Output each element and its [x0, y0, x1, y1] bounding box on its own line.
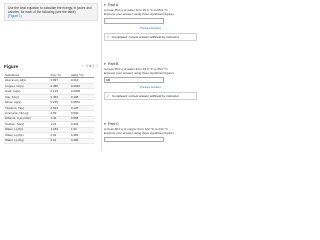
table-cell: 0.0562	[70, 100, 94, 105]
column-header: J/(g·°C)	[50, 73, 70, 78]
table-cell: Silver, Ag(s)	[4, 100, 50, 105]
intro-line-2: calories, for each of the following (see the table)	[8, 10, 76, 14]
part-b-instruction: Express your answer using three significant figures.	[104, 70, 175, 75]
table-cell: 0.452	[50, 94, 70, 99]
table-cell: 0.235	[50, 100, 70, 105]
part-c-section	[104, 122, 197, 142]
table-cell: 0.500	[70, 111, 94, 116]
column-header: cal/(g·°C)	[70, 73, 94, 78]
table-cell: Titanium, Ti(s)	[4, 105, 50, 110]
check-icon: ✓	[107, 35, 110, 40]
figure-header	[4, 64, 98, 70]
chevron-down-icon[interactable]: ▾	[104, 62, 106, 66]
part-a-section	[104, 3, 197, 41]
part-b-status-text: Completed; correct answer withheld by instructor	[112, 94, 179, 99]
table-cell: 2.46	[50, 116, 70, 121]
part-b-header[interactable]	[104, 62, 197, 67]
table-cell: Water, H₂O(l)	[4, 127, 50, 132]
prev-figure-icon[interactable]: ‹	[82, 64, 84, 68]
check-icon: ✓	[107, 94, 110, 99]
part-b-answer-field[interactable]	[104, 77, 164, 83]
table-row	[4, 138, 94, 143]
table-cell: 0.129	[50, 89, 70, 94]
part-c-answer-field[interactable]	[104, 137, 164, 142]
table-cell: 0.485	[70, 133, 94, 138]
next-figure-icon[interactable]: ›	[96, 64, 98, 68]
table-cell: Ethanol, C₂H₅OH(l)	[4, 116, 50, 121]
specific-heat-table	[4, 73, 94, 144]
part-b-question: to heat 35.0 g of water from 15.0 °C to 65.0 °C	[104, 67, 168, 71]
part-a-question: to heat 35.0 g of water from 15.0 °C to 65.0 °C	[104, 8, 168, 12]
table-cell: 0.897	[50, 78, 70, 83]
part-a-header[interactable]	[104, 3, 197, 8]
table-cell: 2.03	[50, 133, 70, 138]
figure-link[interactable]: (Figure 1)	[8, 14, 22, 18]
part-c-title: Part C	[108, 122, 119, 126]
table-cell: 0.0308	[70, 89, 94, 94]
intro-line-1: Use the heat equation to calculate the energy, in joules and	[8, 6, 92, 10]
part-b-title: Part B	[108, 62, 119, 66]
part-a-title: Part A	[108, 3, 119, 7]
table-cell: Copper, Cu(s)	[4, 83, 50, 88]
part-c-header[interactable]	[104, 122, 197, 127]
part-a-previous-answers-link[interactable]: Previous Answers	[140, 27, 161, 31]
part-a-instruction: Express your answer using three significant figures.	[104, 11, 175, 16]
table-cell: 0.214	[70, 78, 94, 83]
chevron-down-icon[interactable]: ▾	[104, 3, 106, 7]
table-cell: 0.480	[70, 138, 94, 143]
part-a-status-banner	[104, 33, 197, 41]
table-cell: Water, H₂O(g)	[4, 138, 50, 143]
table-cell: 4.184	[50, 127, 70, 132]
figure-pager	[80, 64, 98, 68]
table-cell: 2.01	[50, 138, 70, 143]
table-cell: Water, H₂O(s)	[4, 133, 50, 138]
table-cell: 1.23	[50, 122, 70, 127]
part-b-section	[104, 62, 197, 100]
part-b-status-banner	[104, 92, 197, 100]
table-cell: 0.294	[70, 122, 94, 127]
chevron-down-icon[interactable]: ▾	[104, 122, 106, 126]
table-cell: Aluminum, Al(s)	[4, 78, 50, 83]
table-cell: 0.523	[50, 105, 70, 110]
column-divider	[101, 0, 102, 151]
table-cell: 0.108	[70, 94, 94, 99]
part-a-answer-field[interactable]	[104, 18, 164, 24]
column-header: Substance	[4, 73, 50, 78]
table-cell: 2.09	[50, 111, 70, 116]
part-c-question: to heat 38.0 g of copper from 122 °C to 243 °C	[104, 127, 168, 131]
table-cell: 1.00	[70, 127, 94, 132]
table-cell: 0.125	[70, 105, 94, 110]
figure-pager-label: 1 of 1	[86, 64, 95, 68]
part-c-instruction: Express your answer using three significant figures.	[104, 130, 175, 135]
table-cell: Iron, Fe(s)	[4, 94, 50, 99]
table-cell: 0.588	[70, 116, 94, 121]
table-cell: 0.0920	[70, 83, 94, 88]
part-a-status-text: Completed; correct answer withheld by instructor	[112, 35, 179, 40]
table-cell: Ammonia, NH₃(g)	[4, 111, 50, 116]
table-cell: Sodium, Na(s)	[4, 122, 50, 127]
table-cell: Gold, Au(s)	[4, 89, 50, 94]
problem-intro	[4, 3, 98, 21]
figure-title: Figure	[4, 64, 19, 69]
table-cell: 0.385	[50, 83, 70, 88]
part-b-previous-answers-link[interactable]: Previous Answers	[140, 86, 161, 90]
